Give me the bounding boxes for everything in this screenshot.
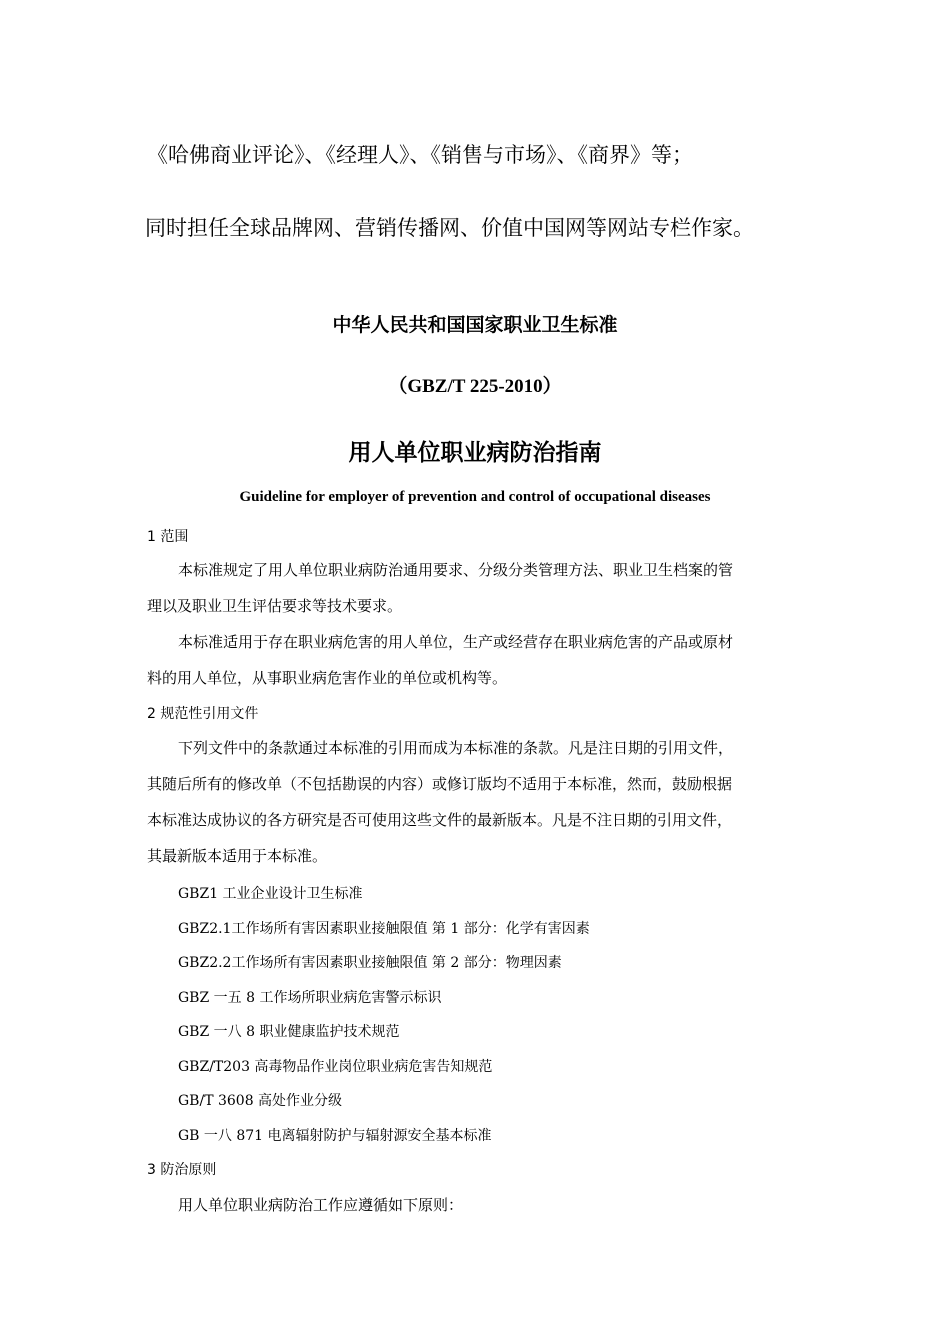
s1-paragraph-line: 本标准适用于存在职业病危害的用人单位，生产或经营存在职业病危害的产品或原材 <box>178 633 734 651</box>
intro-line-2: 同时担任全球品牌网、营销传播网、价值中国网等网站专栏作家。 <box>145 216 754 240</box>
reference-item: GB 一八 871 电离辐射防护与辐射源安全基本标准 <box>178 1128 492 1144</box>
reference-item: GBZ1 工业企业设计卫生标准 <box>178 886 363 902</box>
section-1-heading: 1 范围 <box>147 529 189 545</box>
s1-paragraph-line: 本标准规定了用人单位职业病防治通用要求、分级分类管理方法、职业卫生档案的管 <box>178 561 734 579</box>
document-main-title: 用人单位职业病防治指南 <box>348 440 602 466</box>
s3-paragraph-line: 用人单位职业病防治工作应遵循如下原则： <box>178 1196 464 1214</box>
s2-paragraph-line: 其随后所有的修改单（不包括勘误的内容）或修订版均不适用于本标准，然而，鼓励根据 <box>147 775 733 793</box>
reference-item: GBZ2.2工作场所有害因素职业接触限值 第 2 部分：物理因素 <box>178 955 562 971</box>
s2-paragraph-line: 本标准达成协议的各方研究是否可使用这些文件的最新版本。凡是不注日期的引用文件， <box>147 811 733 829</box>
reference-item: GBZ2.1工作场所有害因素职业接触限值 第 1 部分：化学有害因素 <box>178 921 590 937</box>
s2-paragraph-line: 其最新版本适用于本标准。 <box>147 847 328 865</box>
standard-code: （GBZ/T 225-2010） <box>388 376 562 397</box>
section-3-heading: 3 防治原则 <box>147 1162 217 1178</box>
section-2-heading: 2 规范性引用文件 <box>147 706 259 722</box>
s2-paragraph-line: 下列文件中的条款通过本标准的引用而成为本标准的条款。凡是注日期的引用文件， <box>178 739 734 757</box>
intro-line-1: 《哈佛商业评论》、《经理人》、《销售与市场》、《商界》等； <box>147 143 693 167</box>
english-title: Guideline for employer of prevention and control of occupational diseases <box>239 489 711 505</box>
s1-paragraph-line: 理以及职业卫生评估要求等技术要求。 <box>147 597 403 615</box>
reference-item: GBZ/T203 高毒物品作业岗位职业病危害告知规范 <box>178 1059 493 1075</box>
reference-item: GBZ 一五 8 工作场所职业病危害警示标识 <box>178 990 442 1006</box>
standard-org-title: 中华人民共和国国家职业卫生标准 <box>332 314 618 336</box>
reference-item: GBZ 一八 8 职业健康监护技术规范 <box>178 1024 400 1040</box>
reference-item: GB/T 3608 高处作业分级 <box>178 1093 343 1109</box>
s1-paragraph-line: 料的用人单位，从事职业病危害作业的单位或机构等。 <box>147 669 508 687</box>
